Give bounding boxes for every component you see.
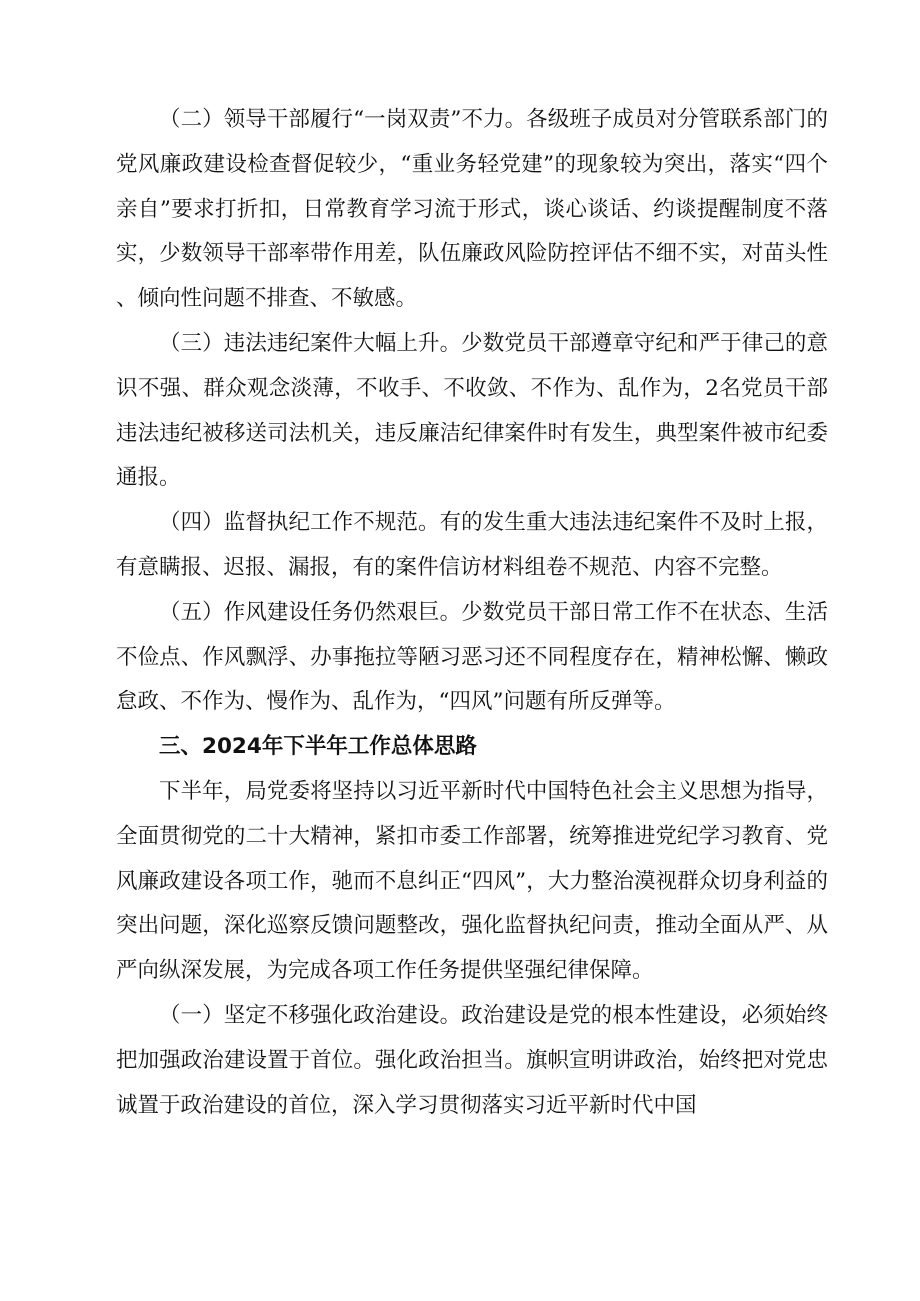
paragraph-overall-approach: 下半年，局党委将坚持以习近平新时代中国特色社会主义思想为指导，全面贯彻党的二十大精神，紧扣市委工作部署，统筹推进党纪学习教育、党风廉政建设各项工作，驰而不息纠正“四风”，大力整治漠视群众切身利益的突出问题，深化巡察反馈问题整改，强化监督执纪问责，推动全面从严、从严向纵深发展，为完成各项工作任务提供坚强纪律保障。: [116, 778, 828, 984]
paragraph-supervision-discipline: （四）监督执纪工作不规范。有的发生重大违法违纪案件不及时上报，有意瞒报、迟报、漏报，有的案件信访材料组卷不规范、内容不完整。: [116, 510, 828, 580]
paragraph-violation-cases: （三）违法违纪案件大幅上升。少数党员干部遵章守纪和严于律己的意识不强、群众观念淡薄，不收手、不收敛、不作为、乱作为，2名党员干部违法违纪被移送司法机关，违反廉洁纪律案件时有发生，典型案件被市纪委通报。: [116, 330, 828, 491]
paragraph-work-style: （五）作风建设任务仍然艰巨。少数党员干部日常工作不在状态、生活不俭点、作风飘浮、办事拖拉等陋习恶习还不同程度存在，精神松懈、懒政怠政、不作为、慢作为、乱作为，“四风”问题有所反弹等。: [116, 599, 828, 715]
section-heading: 三、2024年下半年工作总体思路: [159, 734, 477, 760]
paragraph-leadership-responsibility: （二）领导干部履行“一岗双责”不力。各级班子成员对分管联系部门的党风廉政建设检查督促较少，“重业务轻党建”的现象较为突出，落实“四个亲自”要求打折扣，日常教育学习流于形式，谈心谈话、约谈提醒制度不落实，少数领导干部率带作用差，队伍廉政风险防控评估不细不实，对苗头性、倾向性问题不排查、不敏感。: [116, 107, 828, 312]
document-body: [116, 98, 828, 1128]
paragraph-political-construction: （一）坚定不移强化政治建设。政治建设是党的根本性建设，必须始终把加强政治建设置于首位。强化政治担当。旗帜宣明讲政治，始终把对党忠诚置于政治建设的首位，深入学习贯彻落实习近平新时代中国: [116, 1002, 828, 1118]
